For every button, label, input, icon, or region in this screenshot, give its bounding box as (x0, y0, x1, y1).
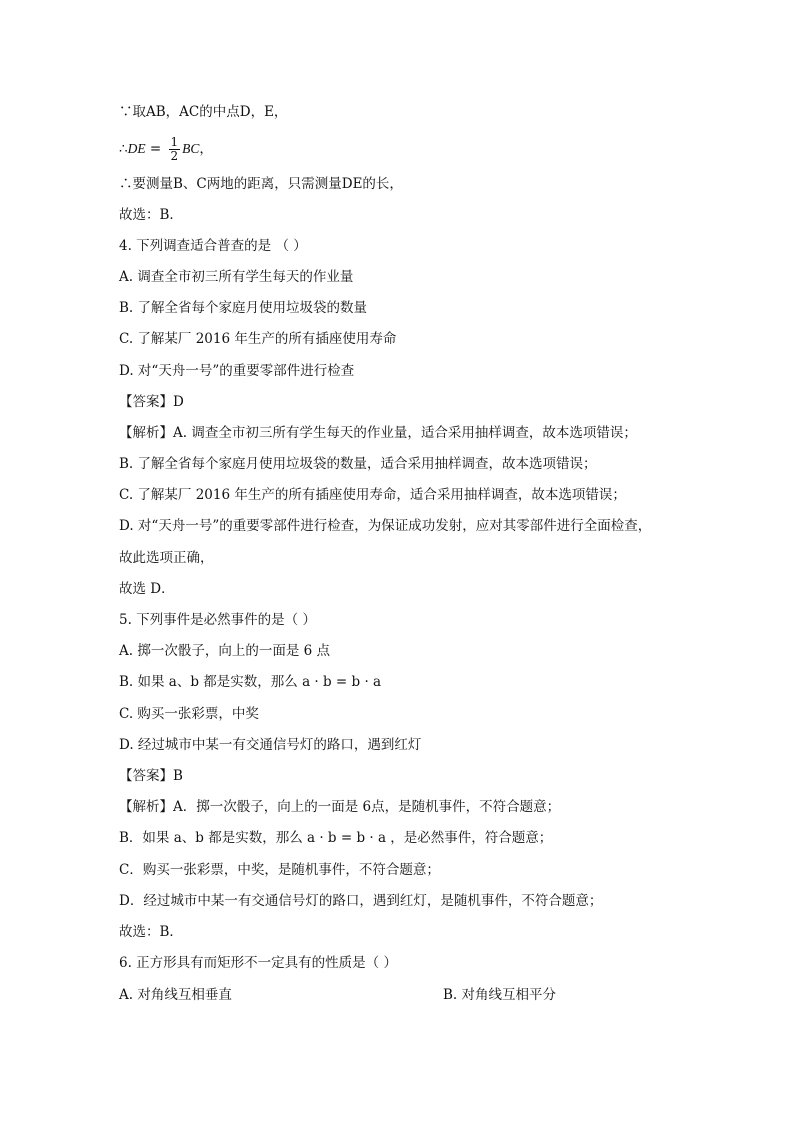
eq-rhs: BC (182, 141, 200, 156)
question-title: 5. 下列事件是必然事件的是（ ） (119, 612, 316, 628)
option-line-a: A. 对角线互相垂直 (119, 987, 232, 1003)
eq-lhs: DE (127, 141, 146, 156)
eq-post: ， (199, 141, 213, 157)
analysis-line: B．如果 a、b 都是实数，那么 a · b = b · a ，是必然事件，符合题意； (119, 830, 553, 846)
text-line: 故选：B． (119, 207, 183, 223)
answer-line: 【答案】B (119, 768, 183, 784)
option-line: A. 掷一次骰子，向上的一面是 6 点 (119, 643, 331, 659)
fraction (169, 136, 181, 163)
eq-pre: ∴ (119, 141, 128, 157)
analysis-line: D. 对“天舟一号”的重要零部件进行检查，为保证成功发射，应对其零部件进行全面检查， (119, 518, 652, 534)
text-line: ∴要测量B、C两地的距离，只需测量DE的长， (119, 176, 403, 192)
option-line-b: B. 对角线互相平分 (443, 987, 557, 1003)
option-line: C. 了解某厂 2016 年生产的所有插座使用寿命 (119, 331, 397, 347)
analysis-line: B. 了解全省每个家庭月使用垃圾袋的数量，适合采用抽样调查，故本选项错误； (119, 456, 597, 472)
conclusion-line: 故选：B． (119, 924, 183, 940)
analysis-line: 【解析】A．掷一次骰子，向上的一面是 6点，是随机事件，不符合题意； (119, 799, 561, 815)
question-title: 4. 下列调查适合普查的是 （ ） (119, 238, 307, 254)
option-line: D. 经过城市中某一有交通信号灯的路口，遇到红灯 (119, 737, 422, 753)
analysis-line: 【解析】A. 调查全市初三所有学生每天的作业量，适合采用抽样调查，故本选项错误； (119, 425, 637, 441)
option-line: A. 调查全市初三所有学生每天的作业量 (119, 269, 354, 285)
equation-line (119, 136, 213, 163)
option-line: C. 购买一张彩票，中奖 (119, 706, 259, 722)
answer-line: 【答案】D (119, 394, 184, 410)
analysis-line: D．经过城市中某一有交通信号灯的路口，遇到红灯，是随机事件，不符合题意； (119, 893, 603, 909)
eq-op: = (145, 141, 166, 157)
fraction-denominator: 2 (170, 149, 179, 163)
analysis-line: C. 了解某厂 2016 年生产的所有插座使用寿命，适合采用抽样调查，故本选项错误； (119, 487, 626, 503)
conclusion-line: 故选 D． (119, 581, 175, 597)
analysis-line: C．购买一张彩票，中奖，是随机事件，不符合题意； (119, 862, 440, 878)
analysis-line: 故此选项正确， (119, 550, 214, 566)
option-line: B. 了解全省每个家庭月使用垃圾袋的数量 (119, 300, 368, 316)
text-line: ∵取AB，AC的中点D，E， (119, 104, 288, 120)
question-title: 6. 正方形具有而矩形不一定具有的性质是（ ） (119, 955, 397, 971)
option-line: D. 对“天舟一号”的重要零部件进行检查 (119, 363, 355, 379)
option-line: B. 如果 a、b 都是实数，那么 a · b = b · a (119, 674, 382, 690)
fraction-numerator: 1 (170, 135, 179, 149)
